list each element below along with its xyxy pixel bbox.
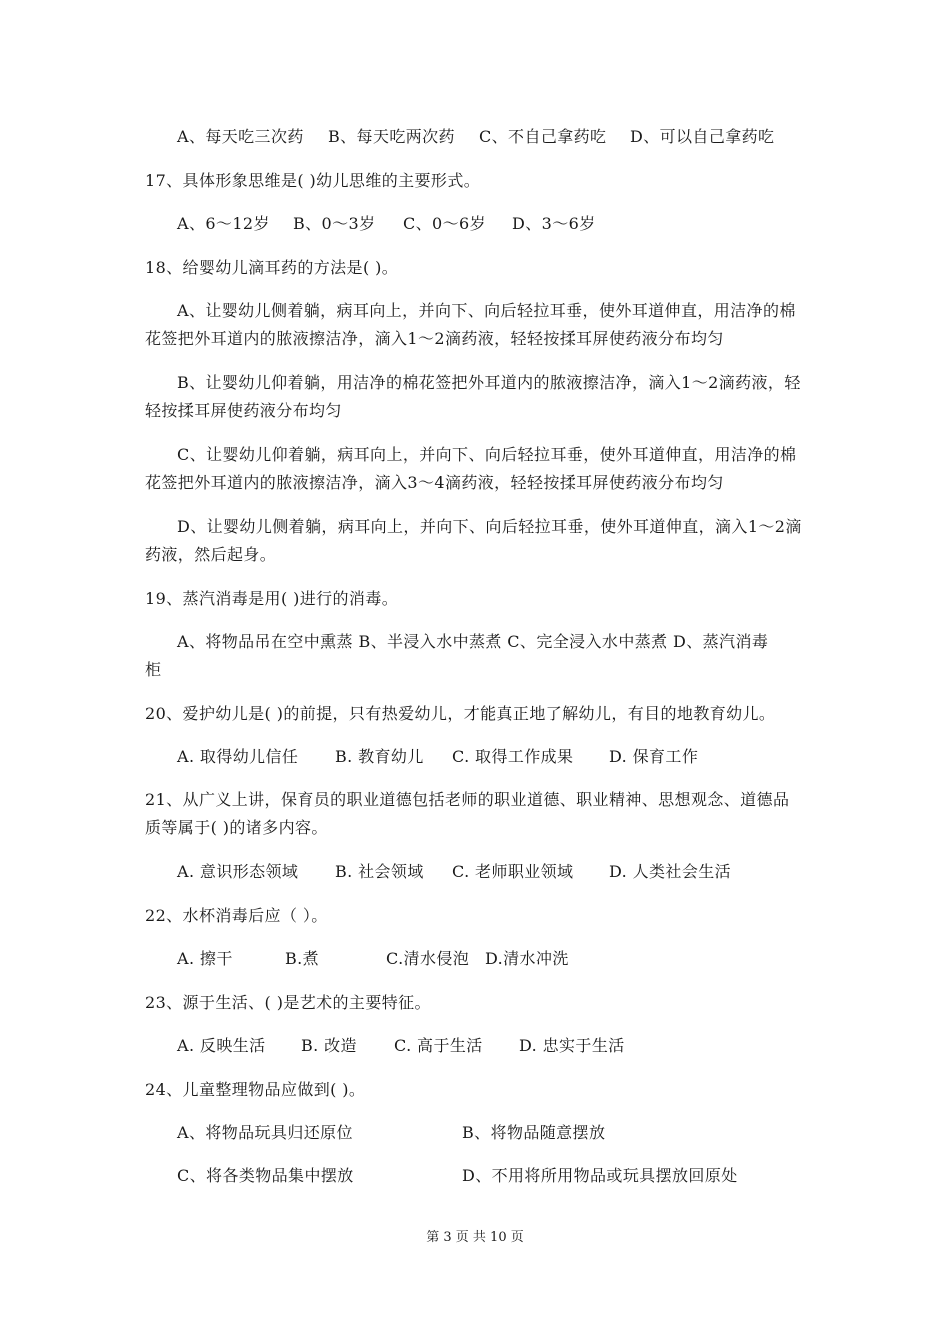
q19-options-line2: 柜 <box>145 660 162 679</box>
q19-stem: 19、蒸汽消毒是用( )进行的消毒。 <box>145 589 399 608</box>
q22-stem: 22、水杯消毒后应（ ）。 <box>145 906 328 925</box>
q18-option-d-line1: D、让婴幼儿侧着躺，病耳向上，并向下、向后轻拉耳垂，使外耳道伸直，滴入1～2滴 <box>177 517 802 536</box>
q21-stem-line1: 21、从广义上讲，保育员的职业道德包括老师的职业道德、职业精神、思想观念、道德品 <box>145 790 790 809</box>
q18-option-d-line2: 药液，然后起身。 <box>145 545 277 564</box>
q23-option-c: C. 高于生活 <box>394 1036 483 1055</box>
q18-option-c-line1: C、让婴幼儿仰着躺，病耳向上，并向下、向后轻拉耳垂，使外耳道伸直，用洁净的棉 <box>177 445 797 464</box>
q23-option-a: A. 反映生活 <box>177 1036 266 1055</box>
q21-option-a: A. 意识形态领域 <box>177 862 299 881</box>
q23-option-d: D. 忠实于生活 <box>519 1036 625 1055</box>
q24-stem: 24、儿童整理物品应做到( )。 <box>145 1080 366 1099</box>
q17-option-a: A、6～12岁 <box>177 214 270 233</box>
q18-option-b-line1: B、让婴幼儿仰着躺，用洁净的棉花签把外耳道内的脓液擦洁净，滴入1～2滴药液，轻 <box>177 373 801 392</box>
q17-option-b: B、0～3岁 <box>293 214 376 233</box>
q20-options <box>177 747 847 767</box>
q16-options <box>177 127 847 147</box>
q17-options <box>177 214 847 234</box>
q24-options-row1 <box>177 1123 847 1143</box>
q24-option-c: C、将各类物品集中摆放 <box>177 1166 354 1185</box>
q20-option-b: B. 教育幼儿 <box>335 747 424 766</box>
q20-option-c: C. 取得工作成果 <box>452 747 574 766</box>
q23-options <box>177 1036 847 1056</box>
q17-option-d: D、3～6岁 <box>512 214 596 233</box>
q16-option-b: B、每天吃两次药 <box>328 127 455 146</box>
q20-option-d: D. 保育工作 <box>609 747 699 766</box>
q21-option-c: C. 老师职业领域 <box>452 862 574 881</box>
q20-stem: 20、爱护幼儿是( )的前提，只有热爱幼儿，才能真正地了解幼儿，有目的地教育幼儿。 <box>145 704 776 723</box>
q24-options-row2 <box>177 1166 847 1186</box>
q22-option-c: C.清水侵泡 <box>386 949 470 968</box>
q21-option-d: D. 人类社会生活 <box>609 862 732 881</box>
q18-option-c-line2: 花签把外耳道内的脓液擦洁净，滴入3～4滴药液，轻轻按揉耳屏使药液分布均匀 <box>145 473 724 492</box>
q17-option-c: C、0～6岁 <box>403 214 487 233</box>
q18-option-a-line1: A、让婴幼儿侧着躺，病耳向上，并向下、向后轻拉耳垂，使外耳道伸直，用洁净的棉 <box>177 301 796 320</box>
q21-options <box>177 862 847 882</box>
q24-option-b: B、将物品随意摆放 <box>462 1123 606 1142</box>
page-number-footer: 第 3 页 共 10 页 <box>426 1230 524 1245</box>
q24-option-a: A、将物品玩具归还原位 <box>177 1123 353 1142</box>
q21-stem-line2: 质等属于( )的诸多内容。 <box>145 818 328 837</box>
q19-options-line1: A、将物品吊在空中熏蒸 B、半浸入水中蒸煮 C、完全浸入水中蒸煮 D、蒸汽消毒 <box>177 632 769 651</box>
q18-option-a-line2: 花签把外耳道内的脓液擦洁净，滴入1～2滴药液，轻轻按揉耳屏使药液分布均匀 <box>145 329 724 348</box>
q18-stem: 18、给婴幼儿滴耳药的方法是( )。 <box>145 258 399 277</box>
q23-stem: 23、源于生活、( )是艺术的主要特征。 <box>145 993 431 1012</box>
q22-option-a: A. 擦干 <box>177 949 233 968</box>
q21-option-b: B. 社会领域 <box>335 862 424 881</box>
q22-options <box>177 949 847 969</box>
q24-option-d: D、不用将所用物品或玩具摆放回原处 <box>462 1166 738 1185</box>
q18-option-b-line2: 轻按揉耳屏使药液分布均匀 <box>145 401 342 420</box>
q22-option-d: D.清水冲洗 <box>485 949 569 968</box>
q17-stem: 17、具体形象思维是( )幼儿思维的主要形式。 <box>145 171 481 190</box>
q16-option-a: A、每天吃三次药 <box>177 127 304 146</box>
q16-option-d: D、可以自己拿药吃 <box>630 127 775 146</box>
q22-option-b: B.煮 <box>285 949 320 968</box>
q16-option-c: C、不自己拿药吃 <box>479 127 607 146</box>
q23-option-b: B. 改造 <box>301 1036 357 1055</box>
q20-option-a: A. 取得幼儿信任 <box>177 747 299 766</box>
